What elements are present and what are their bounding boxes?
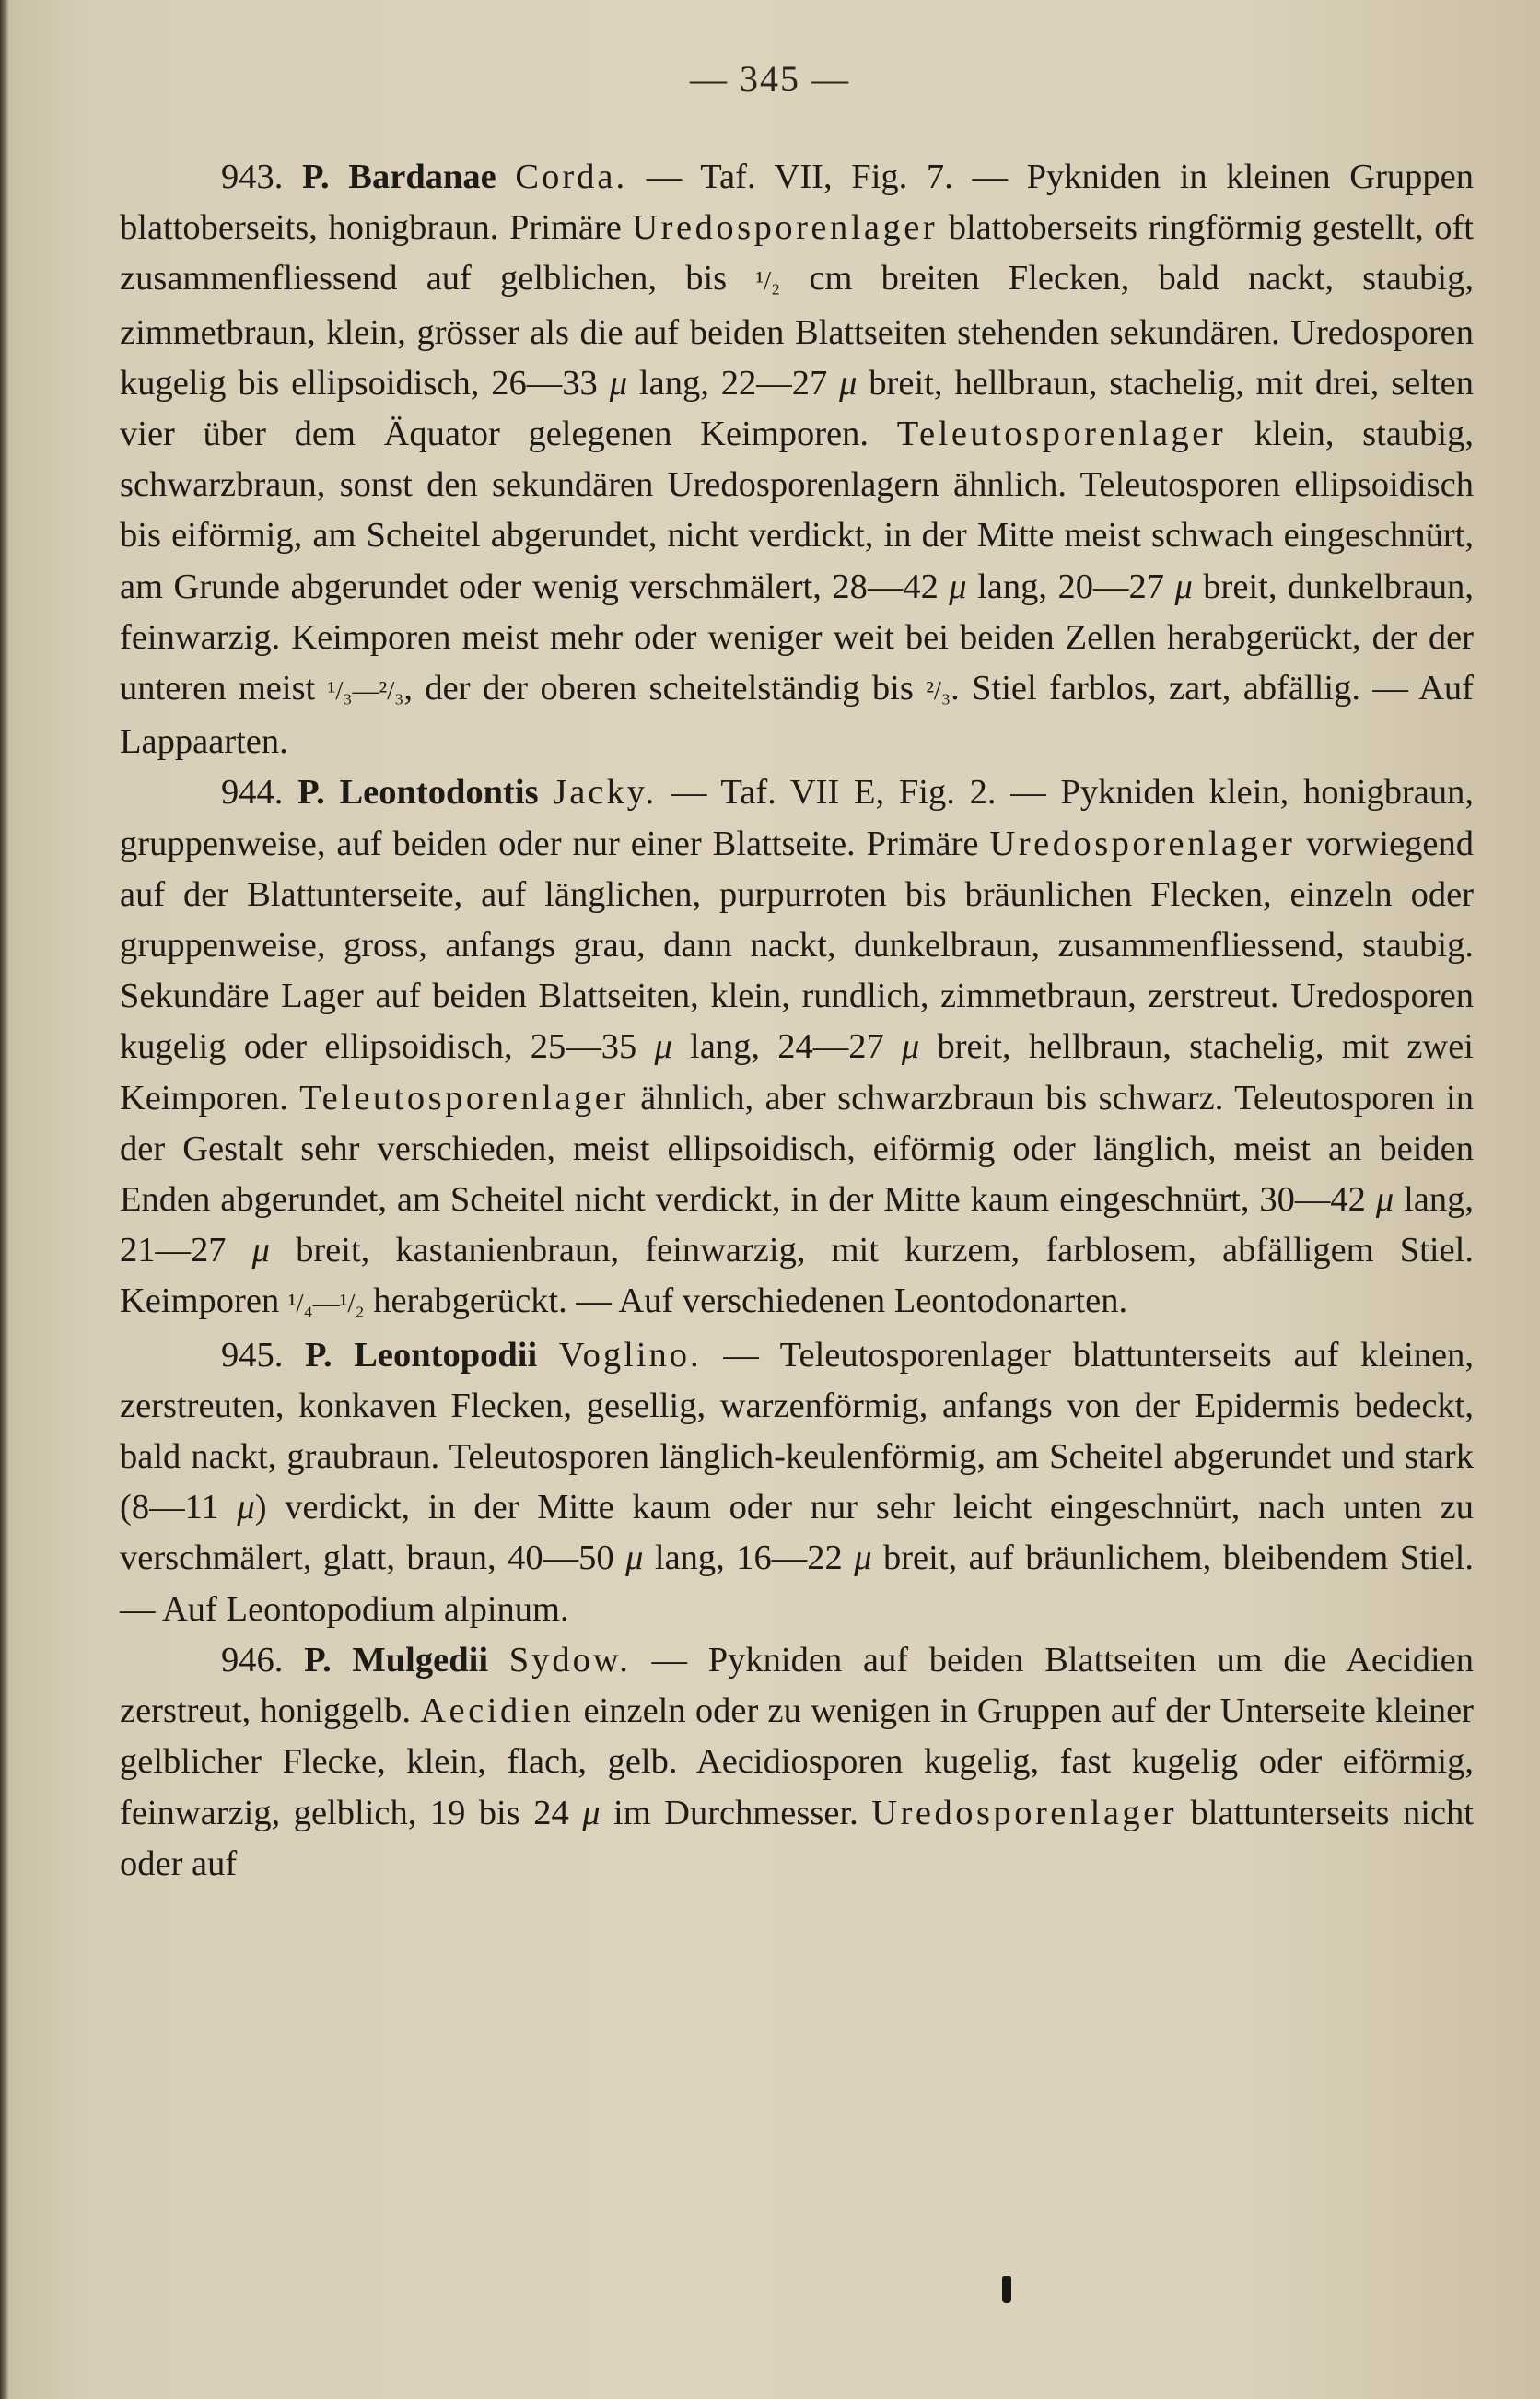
species-entry: [120, 1635, 1474, 1890]
micron-symbol: μ: [854, 1539, 872, 1578]
entry-species: Leontodontis: [339, 773, 539, 813]
description-text: herabgerückt. — Auf verschiedenen Leontodonarten.: [364, 1281, 1128, 1321]
description-text: blattunterseits nicht oder auf: [120, 1793, 1475, 1883]
description-text: lang, 24—27: [671, 1027, 902, 1067]
description-text: — Pykniden auf beiden Blattseiten um die Aecidien zerstreut, honiggelb.: [120, 1640, 1474, 1731]
description-text: breit, hellbraun, stachelig, mit zwei Keimporen.: [120, 1027, 1474, 1118]
entry-genus: P.: [298, 773, 325, 813]
description-text: breit, auf bräunlichem, bleibendem Stiel. — Auf Leontopodium alpinum.: [120, 1539, 1474, 1629]
description-text: ) verdickt, in der Mitte kaum oder nur sehr leicht eingeschnürt, nach unten zu verschmälert, glatt, braun, 40—50: [120, 1488, 1474, 1578]
entry-number: 943.: [221, 158, 284, 196]
micron-symbol: μ: [251, 1231, 270, 1270]
entry-number: 944.: [221, 773, 284, 813]
spaced-term: Uredosporenlager: [989, 824, 1296, 863]
description-text: — Teleutosporenlager blattunterseits auf kleinen, zerstreuten, konkaven Flecken, gesellig, warzenförmig, anfangs von der Epidermis bedeckt, bald nackt, graubraun. Teleutosporen länglich-keulenförmig, am Scheitel abgerundet und stark (8—11: [120, 1335, 1475, 1527]
micron-symbol: μ: [654, 1027, 672, 1067]
description-text: breit, dunkelbraun, feinwarzig. Keimporen meist mehr oder weniger weit bei beiden Zellen herabgerückt, der der unteren meist: [120, 567, 1474, 708]
fraction: ²/₃: [926, 676, 951, 707]
fraction: ¹/₃—²/₃: [327, 676, 404, 707]
description-text: — Taf. VII, Fig. 7. — Pykniden in kleinen Gruppen blattoberseits, honigbraun. Primäre: [120, 158, 1474, 248]
entry-author: Jacky.: [553, 773, 658, 813]
description-text: ähnlich, aber schwarzbraun bis schwarz. Teleutosporen in der Gestalt sehr verschieden, meist ellipsoidisch, eiförmig oder länglich, meist an beiden Enden abgerundet, am Scheitel nicht verdickt, in der Mitte kaum eingeschnürt, 30—42: [120, 1078, 1474, 1220]
species-entry: [120, 767, 1474, 1329]
spaced-term: Teleutosporenlager: [299, 1078, 629, 1118]
fraction: ¹/₂: [755, 266, 781, 297]
entry-number: 946.: [221, 1640, 284, 1679]
spaced-term: Aecidien: [420, 1691, 575, 1731]
description-text: vorwiegend auf der Blattunterseite, auf länglichen, purpurroten bis bräunlichen Flecken, einzeln oder gruppenweise, gross, anfangs grau, dann nackt, dunkelbraun, zusammenfliessend, staubig. Sekundäre Lager auf beiden Blattseiten, klein, rundlich, zimmetbraun, zerstreut. Uredosporen kugelig oder ellipsoidisch, 25—35: [120, 824, 1475, 1067]
micron-symbol: μ: [901, 1027, 920, 1067]
entry-description: [120, 158, 1474, 761]
description-text: einzeln oder zu wenigen in Gruppen auf der Unterseite kleiner gelblicher Flecke, klein, flach, gelb. Aecidiosporen kugelig, fast kugelig oder eiförmig, feinwarzig, gelblich, 19 bis 24: [120, 1691, 1474, 1832]
description-text: , der der oberen scheitelständig bis: [403, 669, 927, 708]
entry-number: 945.: [221, 1335, 284, 1375]
description-text: lang, 20—27: [966, 567, 1175, 606]
entry-author: Voglino.: [558, 1335, 702, 1375]
entry-species: Leontopodii: [354, 1335, 538, 1375]
entry-genus: P.: [304, 1640, 332, 1679]
description-text: lang, 22—27: [627, 363, 840, 403]
micron-symbol: μ: [625, 1539, 644, 1578]
body-text: [120, 152, 1474, 1890]
micron-symbol: μ: [1375, 1180, 1394, 1220]
description-text: — Taf. VII E, Fig. 2. — Pykniden klein, honigbraun, gruppenweise, auf beiden oder nur einer Blattseite. Primäre: [120, 773, 1475, 863]
description-text: breit, kastanienbraun, feinwarzig, mit kurzem, farblosem, abfälligem Stiel. Keimporen: [120, 1231, 1474, 1321]
book-spine-shadow: [0, 0, 9, 2399]
micron-symbol: μ: [1174, 567, 1193, 606]
entry-description: [120, 1336, 1474, 1629]
entry-species: Bardanae: [348, 158, 496, 196]
description-text: lang, 21—27: [120, 1180, 1474, 1270]
species-entry: [120, 152, 1474, 767]
species-entry: [120, 1330, 1474, 1635]
entry-author: Corda.: [515, 158, 628, 196]
description-text: blattoberseits ringförmig gestellt, oft zusammenfliessend auf gelblichen, bis: [120, 208, 1474, 298]
micron-symbol: μ: [609, 363, 628, 403]
micron-symbol: μ: [839, 363, 858, 403]
entry-author: Sydow.: [508, 1640, 631, 1679]
description-text: lang, 16—22: [643, 1539, 855, 1578]
ink-speck: [1002, 2276, 1011, 2303]
spaced-term: Uredosporenlager: [632, 208, 939, 248]
description-text: im Durchmesser.: [600, 1793, 872, 1832]
entry-genus: P.: [302, 158, 330, 196]
page-number: — 345 —: [690, 58, 850, 99]
micron-symbol: μ: [582, 1793, 601, 1832]
spaced-term: Uredosporenlager: [871, 1793, 1178, 1832]
spaced-term: Teleutosporenlager: [896, 415, 1227, 454]
description-text: klein, staubig, schwarzbraun, sonst den sekundären Uredosporenlagern ähnlich. Teleutosporen ellipsoidisch bis eiförmig, am Scheitel abgerundet, nicht verdickt, in der Mitte meist schwach eingeschnürt, am Grunde abgerundet oder wenig verschmälert, 28—42: [120, 415, 1475, 606]
description-text: cm breiten Flecken, bald nackt, staubig, zimmetbraun, klein, grösser als die auf beiden Blattseiten stehenden sekundären. Uredosporen kugelig bis ellipsoidisch, 26—33: [120, 259, 1474, 403]
entry-genus: P.: [304, 1335, 332, 1375]
entry-description: [120, 773, 1474, 1320]
description-text: breit, hellbraun, stachelig, mit drei, selten vier über dem Äquator gelegenen Keimporen.: [120, 363, 1474, 454]
micron-symbol: μ: [237, 1488, 255, 1527]
entry-species: Mulgedii: [352, 1640, 489, 1679]
description-text: . Stiel farblos, zart, abfällig. — Auf Lappaarten.: [120, 669, 1474, 762]
micron-symbol: μ: [949, 567, 967, 606]
fraction: ¹/₄—¹/₂: [287, 1289, 365, 1319]
